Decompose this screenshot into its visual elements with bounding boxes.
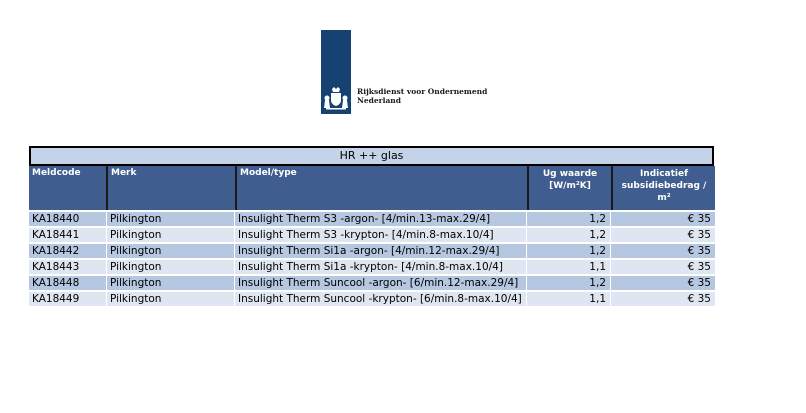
crest-icon: [323, 86, 349, 110]
cell-merk: Pilkington: [107, 244, 235, 258]
cell-merk: Pilkington: [107, 228, 235, 242]
cell-model: Insulight Therm Si1a -krypton- [4/min.8-max.10/4]: [235, 260, 527, 274]
header-ug-line-1: Ug waarde: [542, 169, 598, 179]
cell-bedrag: € 35: [611, 244, 715, 258]
table-row: [29, 211, 715, 226]
logo-text: [357, 87, 487, 105]
logo-line-2: Nederland: [357, 96, 402, 105]
cell-merk: Pilkington: [107, 212, 235, 226]
table-title: HR ++ glas: [29, 146, 714, 166]
cell-bedrag: € 35: [611, 228, 715, 242]
cell-bedrag: € 35: [611, 276, 715, 290]
header-subsidie-line-1: Indicatief: [639, 169, 689, 179]
cell-meldcode: KA18442: [29, 244, 107, 258]
cell-model: Insulight Therm Suncool -argon- [6/min.12-max.29/4]: [235, 276, 527, 290]
cell-ug: 1,2: [527, 276, 611, 290]
rvo-logo: [321, 30, 488, 116]
header-subsidie-line-2: subsidiebedrag / m²: [621, 181, 707, 203]
cell-meldcode: KA18440: [29, 212, 107, 226]
header-merk: Merk: [108, 166, 237, 210]
cell-meldcode: KA18449: [29, 292, 107, 306]
header-subsidie: [613, 166, 715, 210]
cell-merk: Pilkington: [107, 276, 235, 290]
cell-model: Insulight Therm Suncool -krypton- [6/min.8-max.10/4]: [235, 292, 527, 306]
cell-bedrag: € 35: [611, 260, 715, 274]
cell-model: Insulight Therm S3 -argon- [4/min.13-max.29/4]: [235, 212, 527, 226]
header-meldcode: Meldcode: [29, 166, 108, 210]
header-ug: [529, 166, 613, 210]
table-row: [29, 291, 715, 306]
cell-ug: 1,2: [527, 228, 611, 242]
cell-ug: 1,2: [527, 244, 611, 258]
cell-merk: Pilkington: [107, 292, 235, 306]
cell-meldcode: KA18441: [29, 228, 107, 242]
table-row: [29, 227, 715, 242]
cell-merk: Pilkington: [107, 260, 235, 274]
header-model: Model/type: [237, 166, 529, 210]
cell-model: Insulight Therm S3 -krypton- [4/min.8-max.10/4]: [235, 228, 527, 242]
cell-meldcode: KA18443: [29, 260, 107, 274]
table-row: [29, 243, 715, 258]
cell-meldcode: KA18448: [29, 276, 107, 290]
cell-bedrag: € 35: [611, 212, 715, 226]
cell-ug: 1,1: [527, 292, 611, 306]
table-row: [29, 259, 715, 274]
table-row: [29, 275, 715, 290]
cell-ug: 1,1: [527, 260, 611, 274]
header-ug-line-2: [W/m²K]: [549, 181, 591, 191]
cell-ug: 1,2: [527, 212, 611, 226]
cell-model: Insulight Therm Si1a -argon- [4/min.12-max.29/4]: [235, 244, 527, 258]
cell-bedrag: € 35: [611, 292, 715, 306]
logo-line-1: Rijksdienst voor Ondernemend: [357, 87, 488, 96]
logo-bar: [321, 30, 351, 114]
